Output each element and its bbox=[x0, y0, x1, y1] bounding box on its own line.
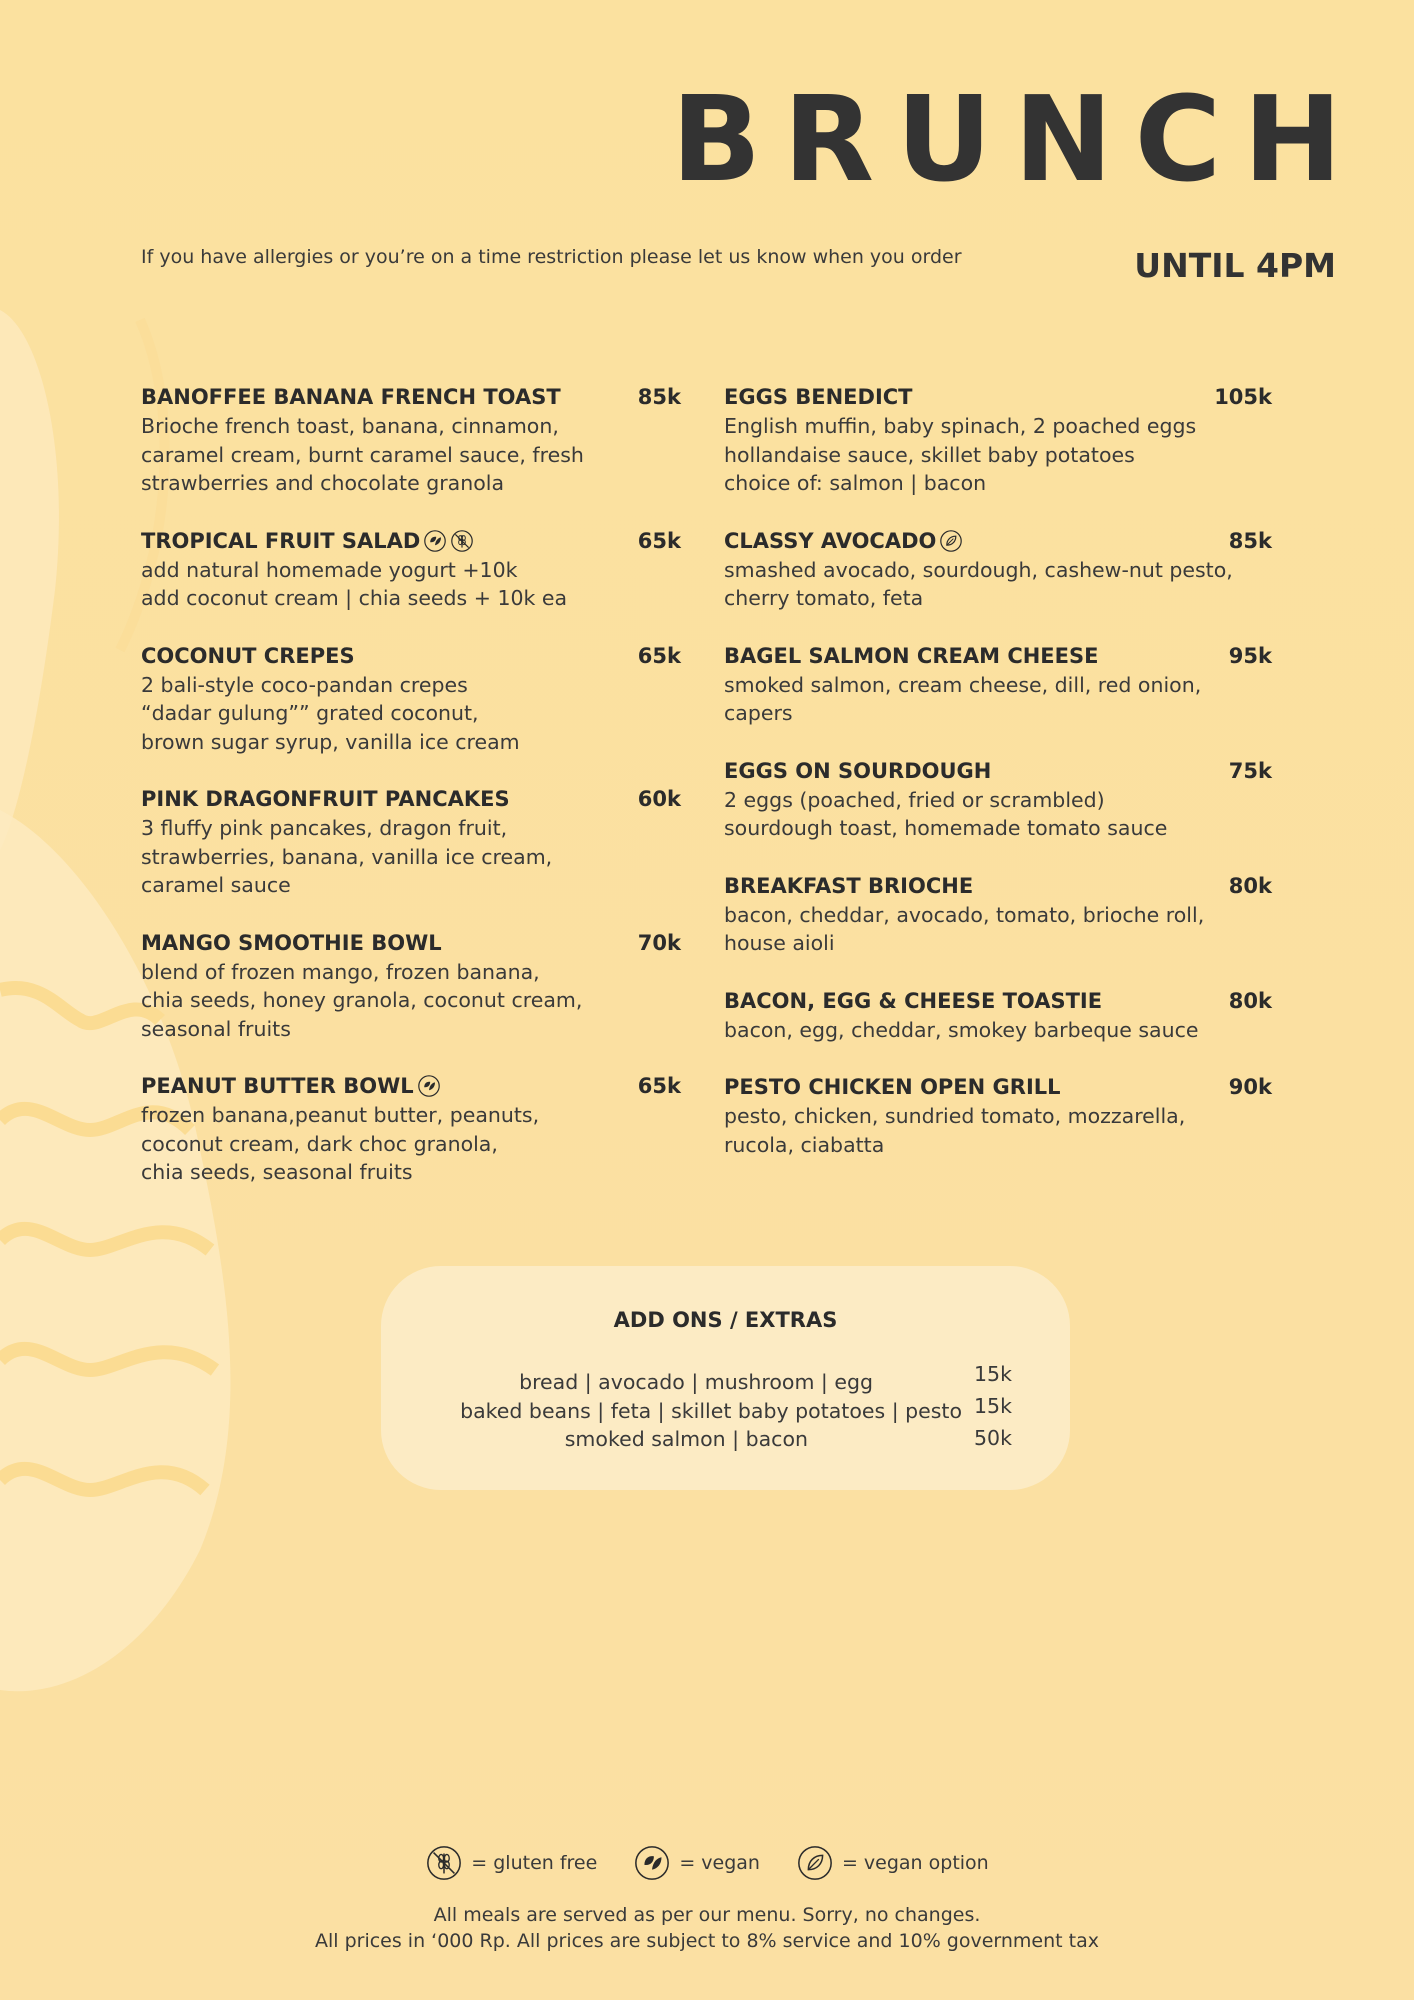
menu-item bbox=[724, 986, 1274, 1045]
legend-vegan-option bbox=[796, 1844, 989, 1882]
footer-note-changes: All meals are served as per our menu. Sorry, no changes. bbox=[433, 1904, 981, 1926]
menu-item-header bbox=[141, 526, 681, 556]
addon-row bbox=[381, 1427, 808, 1457]
vegan-icon bbox=[633, 1844, 671, 1882]
addon-label: bread | avocado | mushroom | egg bbox=[519, 1370, 873, 1394]
serving-hours: UNTIL 4PM bbox=[1134, 246, 1336, 285]
menu-item bbox=[141, 784, 681, 900]
menu-item-price: 60k bbox=[637, 787, 681, 811]
menu-item-name: BANOFFEE BANANA FRENCH TOAST bbox=[141, 385, 561, 409]
menu-item-name: EGGS ON SOURDOUGH bbox=[724, 758, 992, 783]
menu-item-price: 65k bbox=[637, 1074, 681, 1098]
menu-item-price: 65k bbox=[637, 643, 681, 668]
menu-item-header bbox=[724, 1072, 1272, 1102]
menu-item-header bbox=[141, 1071, 681, 1101]
menu-item-description: 2 eggs (poached, fried or scrambled) sourdough toast, homemade tomato sauce bbox=[724, 787, 1168, 840]
vegan-icon bbox=[423, 529, 447, 553]
legend-vegan-option-label: = vegan option bbox=[841, 1852, 989, 1874]
legend-gluten-free-label: = gluten free bbox=[471, 1852, 598, 1874]
menu-item-header bbox=[724, 382, 1272, 412]
menu-item-description: pesto, chicken, sundried tomato, mozzarella, rucola, ciabatta bbox=[724, 1104, 1186, 1157]
menu-item-description: add natural homemade yogurt +10k add coconut cream | chia seeds + 10k ea bbox=[141, 557, 568, 610]
menu-item bbox=[724, 1072, 1274, 1159]
menu-item-name: COCONUT CREPES bbox=[141, 643, 355, 668]
menu-item-price: 95k bbox=[1228, 643, 1272, 668]
menu-item-header bbox=[724, 756, 1272, 786]
menu-item bbox=[141, 641, 681, 757]
menu-item-name: PINK DRAGONFRUIT PANCAKES bbox=[141, 787, 510, 811]
menu-item-header bbox=[141, 928, 681, 958]
menu-item-name: BACON, EGG & CHEESE TOASTIE bbox=[724, 988, 1103, 1013]
menu-item bbox=[724, 526, 1274, 613]
menu-item bbox=[141, 382, 681, 498]
addon-row bbox=[381, 1370, 873, 1400]
vegan-option-icon bbox=[939, 529, 963, 553]
menu-item-price: 70k bbox=[637, 930, 681, 955]
menu-item-header bbox=[141, 784, 681, 814]
menu-item-name: EGGS BENEDICT bbox=[724, 385, 913, 409]
vegan-option-icon bbox=[796, 1844, 834, 1882]
menu-item-name: BAGEL SALMON CREAM CHEESE bbox=[724, 643, 1099, 668]
menu-item bbox=[724, 641, 1274, 728]
addon-row bbox=[381, 1399, 962, 1429]
menu-item-header bbox=[141, 641, 681, 671]
menu-item-name: CLASSY AVOCADO bbox=[724, 529, 963, 553]
menu-item bbox=[141, 1071, 681, 1187]
menu-column-right bbox=[724, 382, 1274, 1187]
menu-item-description: English muffin, baby spinach, 2 poached eggs hollandaise sauce, skillet baby potatoes choice of: salmon | bacon bbox=[724, 414, 1197, 495]
menu-item bbox=[724, 756, 1274, 843]
menu-item-description: blend of frozen mango, frozen banana, chia seeds, honey granola, coconut cream, seasonal fruits bbox=[141, 959, 583, 1041]
menu-column-left bbox=[141, 382, 681, 1215]
menu-item-name: BREAKFAST BRIOCHE bbox=[724, 873, 974, 898]
addon-label: smoked salmon | bacon bbox=[564, 1427, 808, 1451]
legend-vegan bbox=[633, 1844, 760, 1882]
menu-item bbox=[141, 928, 681, 1044]
menu-item-header bbox=[141, 382, 681, 412]
menu-item-name: TROPICAL FRUIT SALAD bbox=[141, 529, 474, 553]
gluten-free-icon bbox=[425, 1844, 463, 1882]
gluten-free-icon bbox=[450, 529, 474, 553]
menu-item-description: smoked salmon, cream cheese, dill, red onion, capers bbox=[724, 672, 1202, 725]
addons-title: ADD ONS / EXTRAS bbox=[613, 1308, 838, 1332]
menu-item-description: smashed avocado, sourdough, cashew-nut pesto, cherry tomato, feta bbox=[724, 557, 1233, 610]
legend-vegan-label: = vegan bbox=[679, 1852, 760, 1874]
legend-gluten-free bbox=[425, 1844, 597, 1882]
menu-item-price: 90k bbox=[1228, 1075, 1272, 1099]
menu-item-description: 3 fluffy pink pancakes, dragon fruit, strawberries, banana, vanilla ice cream, caramel sauce bbox=[141, 816, 553, 897]
menu-item-price: 65k bbox=[637, 528, 681, 553]
addon-label: baked beans | feta | skillet baby potatoes | pesto bbox=[460, 1399, 962, 1423]
menu-item-name: PESTO CHICKEN OPEN GRILL bbox=[724, 1075, 1061, 1099]
menu-item-description: frozen banana,peanut butter, peanuts, coconut cream, dark choc granola, chia seeds, seasonal fruits bbox=[141, 1103, 540, 1184]
menu-item-price: 80k bbox=[1228, 988, 1272, 1013]
menu-item-header bbox=[724, 871, 1272, 901]
menu-item bbox=[141, 526, 681, 613]
menu-item-price: 85k bbox=[637, 385, 681, 409]
menu-item-price: 75k bbox=[1228, 758, 1272, 783]
menu-item-name: PEANUT BUTTER BOWL bbox=[141, 1074, 441, 1098]
menu-item-header bbox=[724, 526, 1272, 556]
vegan-icon bbox=[417, 1074, 441, 1098]
menu-item-name: MANGO SMOOTHIE BOWL bbox=[141, 930, 442, 955]
menu-item-price: 80k bbox=[1228, 873, 1272, 898]
menu-item-description: Brioche french toast, banana, cinnamon, caramel cream, burnt caramel sauce, fresh strawberries and chocolate granola bbox=[141, 414, 584, 495]
menu-item-description: 2 bali-style coco-pandan crepes “dadar gulung”” grated coconut, brown sugar syrup, vanilla ice cream bbox=[141, 672, 520, 754]
menu-item-header bbox=[724, 986, 1272, 1016]
allergy-note: If you have allergies or you’re on a time restriction please let us know when you order bbox=[141, 246, 962, 268]
footer-note-prices: All prices in ‘000 Rp. All prices are subject to 8% service and 10% government tax bbox=[314, 1930, 1099, 1952]
menu-item-description: bacon, cheddar, avocado, tomato, brioche roll, house aioli bbox=[724, 902, 1205, 955]
menu-item-header bbox=[724, 641, 1272, 671]
dietary-legend bbox=[0, 1844, 1414, 1882]
menu-item bbox=[724, 871, 1274, 958]
page-title: BRUNCH bbox=[671, 70, 1364, 208]
addons-box: ADD ONS / EXTRAS bread | avocado | mushroom | egg 15k baked beans | feta | skillet baby potatoes | pesto 15k smoked salmon | bacon 50k bbox=[381, 1266, 1070, 1490]
menu-item-price: 85k bbox=[1228, 528, 1272, 553]
menu-item-description: bacon, egg, cheddar, smokey barbeque sauce bbox=[724, 1017, 1199, 1042]
menu-item bbox=[724, 382, 1274, 498]
menu-item-price: 105k bbox=[1214, 385, 1272, 409]
